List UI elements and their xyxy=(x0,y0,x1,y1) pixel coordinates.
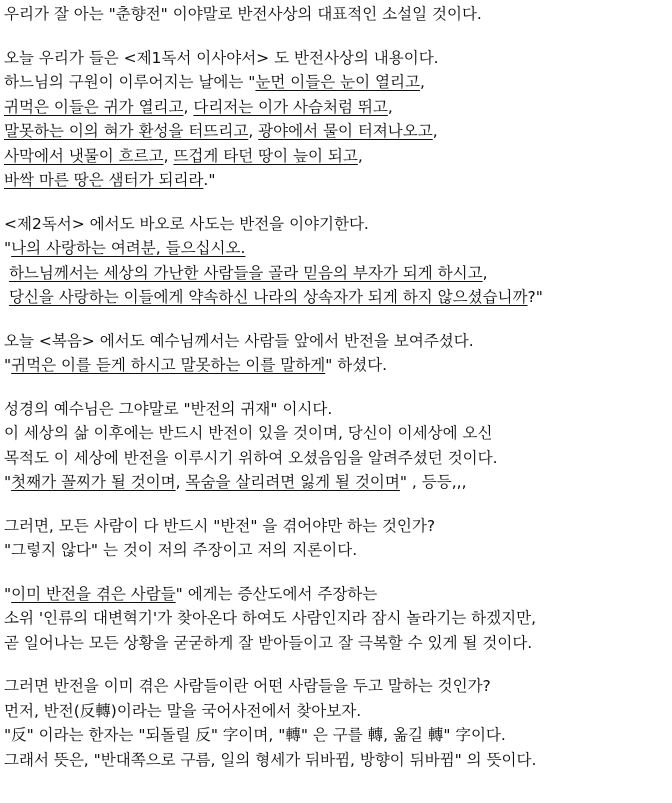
paragraph xyxy=(4,582,672,656)
text-segment: "그렇지 않다" 는 것이 저의 주장이고 저의 지론이다. xyxy=(4,541,358,559)
text-line xyxy=(4,397,672,422)
underlined-text: 당신을 사랑하는 이들에게 약속하신 나라의 상속자가 되게 하지 않으셨습니까 xyxy=(8,288,528,306)
text-line xyxy=(4,236,672,261)
underlined-text: 말못하는 이의 혀가 환성을 터뜨리고 xyxy=(4,122,249,140)
underlined-text: 첫째가 꼴찌가 될 것이며 xyxy=(11,473,176,491)
text-segment: 그래서 뜻은, "반대쪽으로 구름, 일의 형세가 뒤바뀜, 방향이 뒤바뀜" 의 뜻이다. xyxy=(4,750,537,769)
paragraph xyxy=(4,212,672,310)
text-line xyxy=(4,699,672,724)
text-line xyxy=(4,95,672,120)
paragraph xyxy=(4,514,672,563)
text-segment: 곧 일어나는 모든 상황을 굳굳하게 잘 받아들이고 잘 극복할 수 있게 될 것이다. xyxy=(4,633,533,652)
text-line xyxy=(4,46,672,71)
text-line xyxy=(4,723,672,748)
text-segment: ?" xyxy=(527,288,543,306)
text-segment: , xyxy=(163,146,174,165)
text-segment: , xyxy=(183,97,194,116)
paragraph xyxy=(4,329,672,378)
text-segment: 목적도 이 세상에 반전을 이루시기 위하여 오셨음임을 알려주셨던 것이다. xyxy=(4,448,498,467)
text-line xyxy=(4,470,672,495)
text-line xyxy=(4,119,672,144)
paragraph xyxy=(4,674,672,772)
text-segment: 하느님의 구원이 이루어지는 날에는 " xyxy=(4,73,256,91)
text-line xyxy=(4,168,672,193)
text-segment: , xyxy=(387,97,393,116)
text-line xyxy=(4,212,672,237)
text-segment: " 에게는 증산도에서 주장하는 xyxy=(175,584,378,603)
text-line xyxy=(4,2,672,27)
paragraph xyxy=(4,397,672,495)
text-line xyxy=(4,582,672,607)
underlined-text: 바싹 마른 땅은 샘터가 되리라 xyxy=(4,171,204,189)
paragraph xyxy=(4,2,672,27)
text-segment: 성경의 예수님은 그야말로 "반전의 귀재" 이시다. xyxy=(4,399,333,418)
underlined-text: 목숨을 살리려면 잃게 될 것이며 xyxy=(185,473,400,491)
text-segment: "反" 이라는 한자는 "되돌릴 反" 字이며, "轉" 은 구를 轉, 옮길 轉" 字이다. xyxy=(4,726,506,744)
underlined-text: 광야에서 물이 터져나오고 xyxy=(258,122,433,140)
text-line xyxy=(4,446,672,471)
text-segment: 먼저, 반전(反轉)이라는 말을 국어사전에서 찾아보자. xyxy=(4,701,362,720)
text-segment: , xyxy=(357,146,363,165)
text-segment: 오늘 우리가 들은 <제1독서 이사야서> 도 반전사상의 내용이다. xyxy=(4,48,439,67)
text-segment: 소위 '인류의 대변혁기'가 찾아온다 하여도 사람인지라 잠시 놀라기는 하겠지만, xyxy=(4,609,537,627)
underlined-text: 뜨겁게 타던 땅이 늪이 되고 xyxy=(173,146,358,165)
text-segment: , xyxy=(432,122,438,140)
text-segment: " xyxy=(4,239,12,257)
text-line xyxy=(4,70,672,95)
text-segment: " xyxy=(4,356,12,374)
text-segment: " , 등등,,, xyxy=(399,473,467,491)
paragraph xyxy=(4,46,672,193)
text-segment: 오늘 <복음> 에서도 예수님께서는 사람들 앞에서 반전을 보여주셨다. xyxy=(4,331,474,350)
text-segment: <제2독서> 에서도 바오로 사도는 반전을 이야기한다. xyxy=(4,214,369,233)
underlined-text: 귀먹은 이들은 귀가 열리고 xyxy=(4,97,184,116)
text-line xyxy=(4,748,672,773)
text-line xyxy=(4,261,672,286)
text-line xyxy=(4,538,672,563)
underlined-text: 다리저는 이가 사슴처럼 뛰고 xyxy=(193,97,388,116)
text-line xyxy=(4,674,672,699)
text-segment: 그러면 반전을 이미 겪은 사람들이란 어떤 사람들을 두고 말하는 것인가? xyxy=(4,677,491,695)
text-segment: 이 세상의 삶 이후에는 반드시 반전이 있을 것이며, 당신이 이세상에 오신 xyxy=(4,424,493,442)
text-line xyxy=(4,144,672,169)
text-line xyxy=(4,285,672,310)
text-segment: , xyxy=(419,73,425,91)
underlined-text: 하느님께서는 세상의 가난한 사람들을 골라 믿음의 부자가 되게 하시고 xyxy=(8,263,483,282)
text-line xyxy=(4,514,672,539)
text-line xyxy=(4,606,672,631)
underlined-text: 이미 반전을 겪은 사람들 xyxy=(11,584,176,603)
text-segment: " xyxy=(4,584,12,603)
text-segment: " 하셨다. xyxy=(325,356,388,374)
underlined-text: 눈먼 이들은 눈이 열리고 xyxy=(255,73,420,91)
underlined-text: 나의 사랑하는 여려분, 들으십시오. xyxy=(11,239,246,257)
text-line xyxy=(4,329,672,354)
text-segment: ." xyxy=(203,171,216,189)
text-segment: , xyxy=(482,263,488,282)
text-segment: " xyxy=(4,473,12,491)
text-segment: , xyxy=(175,473,186,491)
text-line xyxy=(4,421,672,446)
underlined-text: 사막에서 냇물이 흐르고 xyxy=(4,146,164,165)
underlined-text: 귀먹은 이를 듣게 하시고 말못하는 이를 말하게 xyxy=(11,356,326,374)
text-line xyxy=(4,353,672,378)
text-segment: 우리가 잘 아는 "춘향전" 이야말로 반전사상의 대표적인 소설일 것이다. xyxy=(4,5,482,23)
text-segment: 그러면, 모든 사람이 다 반드시 "반전" 을 겪어야만 하는 것인가? xyxy=(4,516,436,535)
text-segment: , xyxy=(248,122,259,140)
text-line xyxy=(4,631,672,656)
